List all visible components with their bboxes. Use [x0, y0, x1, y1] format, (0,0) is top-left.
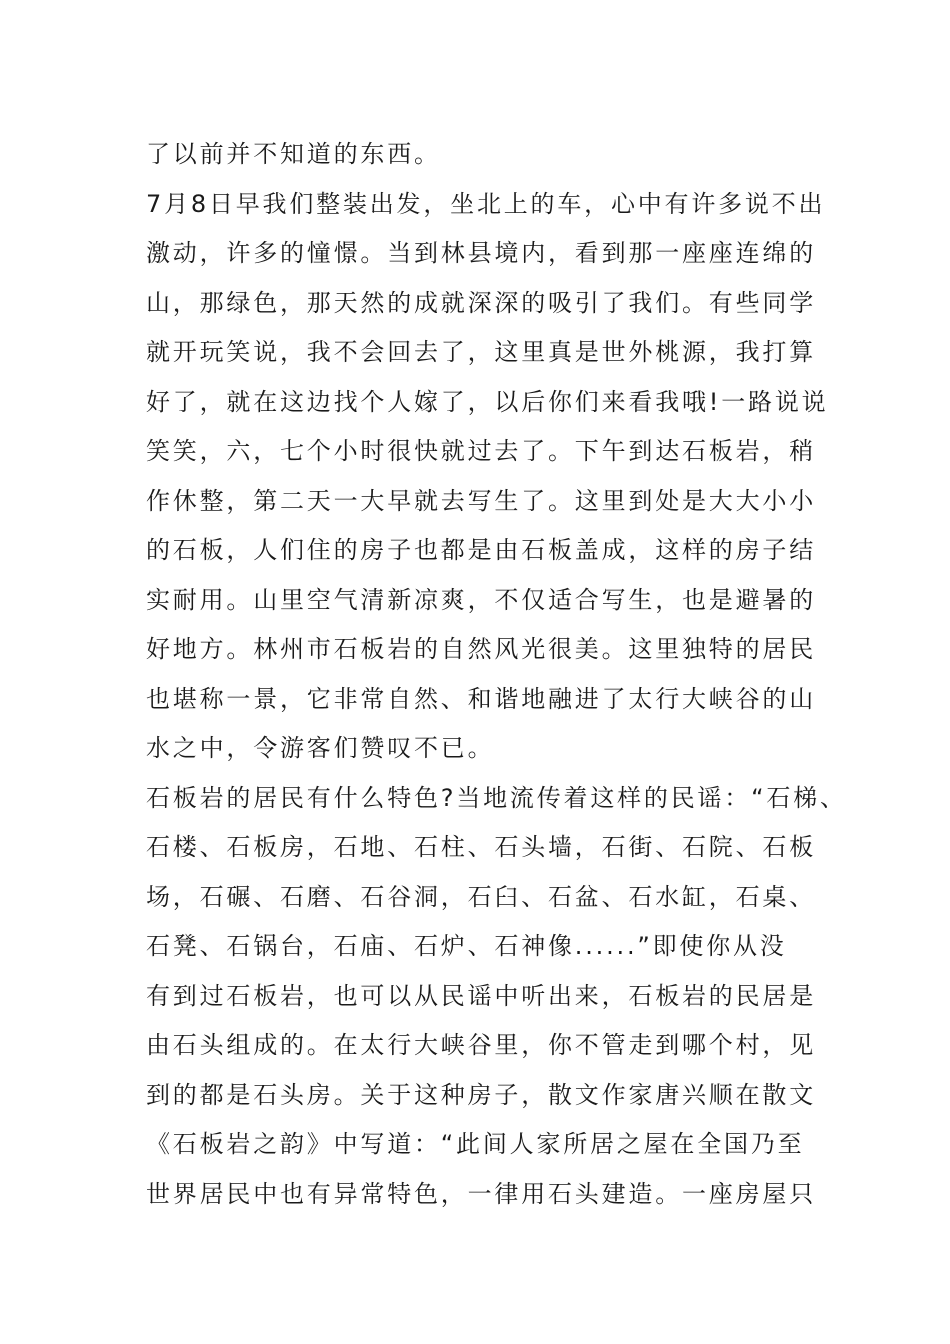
text-line: 《石板岩之韵》中写道：“此间人家所居之屋在全国乃至 — [146, 1130, 805, 1158]
text-line: 就开玩笑说，我不会回去了，这里真是世外桃源，我打算 — [146, 338, 816, 366]
text-line: 场，石碾、石磨、石谷洞，石臼、石盆、石水缸，石桌、 — [146, 882, 816, 911]
text-line: 石楼、石板房，石地、石柱、石头墙，石街、石院、石板 — [146, 833, 816, 861]
text-line: 石凳、石锅台，石庙、石炉、石神像......”即使你从没 — [146, 932, 787, 960]
text-line: 石板岩的居民有什么特色?当地流传着这样的民谣：“石梯、 — [146, 783, 847, 812]
text-line: 也堪称一景，它非常自然、和谐地融进了太行大峡谷的山 — [146, 684, 816, 713]
text-line: 由石头组成的。在太行大峡谷里，你不管走到哪个村，见 — [146, 1031, 816, 1059]
text-line: 的石板，人们住的房子也都是由石板盖成，这样的房子结 — [146, 536, 816, 564]
text-line: 作休整，第二天一大早就去写生了。这里到处是大大小小 — [146, 486, 816, 515]
text-line: 笑笑，六，七个小时很快就过去了。下午到达石板岩，稍 — [146, 437, 816, 465]
text-line: 到的都是石头房。关于这种房子，散文作家唐兴顺在散文 — [146, 1080, 816, 1109]
text-line: 山，那绿色，那天然的成就深深的吸引了我们。有些同学 — [146, 288, 816, 317]
text-line: 有到过石板岩，也可以从民谣中听出来，石板岩的民居是 — [146, 981, 816, 1010]
text-line: 水之中，令游客们赞叹不已。 — [146, 734, 495, 762]
text-line: 好了，就在这边找个人嫁了，以后你们来看我哦!一路说说 — [146, 387, 829, 416]
body-text — [146, 130, 847, 1219]
text-line: 好地方。林州市石板岩的自然风光很美。这里独特的居民 — [146, 635, 816, 663]
text-line: 激动，许多的憧憬。当到林县境内，看到那一座座连绵的 — [146, 239, 816, 267]
text-line: 了以前并不知道的东西。 — [146, 140, 441, 168]
text-line: 7月8日早我们整装出发，坐北上的车，心中有许多说不出 — [146, 189, 826, 218]
text-line: 世界居民中也有异常特色，一律用石头建造。一座房屋只 — [146, 1179, 816, 1208]
text-line: 实耐用。山里空气清新凉爽，不仅适合写生，也是避暑的 — [146, 585, 816, 614]
